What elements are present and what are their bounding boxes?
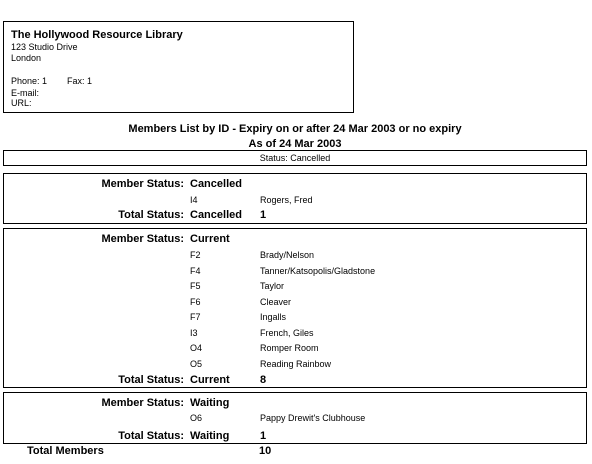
group-current [3, 228, 587, 388]
group-waiting [3, 392, 587, 444]
library-header-box [3, 21, 354, 113]
member-id: F7 [190, 312, 201, 322]
member-name: Romper Room [260, 343, 319, 353]
member-id: F5 [190, 281, 201, 291]
member-status-label: Member Status: [101, 233, 184, 245]
filter-box [3, 150, 587, 166]
grand-total-count: 10 [259, 445, 272, 457]
grand-total-label: Total Members [27, 445, 104, 457]
member-id: F4 [190, 266, 201, 276]
total-status-count: 1 [260, 209, 267, 221]
total-status-label: Total Status: [118, 209, 184, 221]
member-status-value: Current [190, 233, 230, 245]
total-status-count: 8 [260, 374, 267, 386]
library-email: E-mail: [11, 88, 40, 98]
total-status-value: Current [190, 374, 230, 386]
member-name: Ingalls [260, 312, 287, 322]
member-status-value: Cancelled [190, 178, 242, 190]
total-status-value: Cancelled [190, 209, 242, 221]
library-name: The Hollywood Resource Library [11, 29, 183, 41]
member-name: Reading Rainbow [260, 359, 332, 369]
member-status-label: Member Status: [101, 397, 184, 409]
member-name: Pappy Drewit's Clubhouse [260, 413, 366, 423]
member-id: I3 [190, 328, 198, 338]
report-as-of: As of 24 Mar 2003 [248, 138, 342, 150]
member-name: Brady/Nelson [260, 250, 315, 260]
total-status-label: Total Status: [118, 430, 184, 442]
total-status-value: Waiting [190, 430, 230, 442]
group-cancelled [3, 173, 587, 224]
filter-text: Status: Cancelled [259, 153, 331, 163]
member-id: O5 [190, 359, 203, 369]
member-status-label: Member Status: [101, 178, 184, 190]
library-fax: Fax: 1 [67, 76, 93, 86]
member-status-value: Waiting [190, 397, 230, 409]
member-name: Rogers, Fred [260, 195, 313, 205]
library-address: 123 Studio Drive [11, 42, 78, 52]
member-name: Taylor [260, 281, 285, 291]
member-id: I4 [190, 195, 198, 205]
member-name: Cleaver [260, 297, 292, 307]
total-status-label: Total Status: [118, 374, 184, 386]
member-id: F6 [190, 297, 201, 307]
library-phone: Phone: 1 [11, 76, 48, 86]
member-name: French, Giles [260, 328, 314, 338]
total-status-count: 1 [260, 430, 267, 442]
member-id: O6 [190, 413, 203, 423]
report-title: Members List by ID - Expiry on or after 24 Mar 2003 or no expiry [128, 123, 462, 135]
member-id: F2 [190, 250, 201, 260]
library-city: London [11, 53, 42, 63]
library-url: URL: [11, 98, 32, 108]
member-name: Tanner/Katsopolis/Gladstone [260, 266, 376, 276]
member-id: O4 [190, 343, 203, 353]
